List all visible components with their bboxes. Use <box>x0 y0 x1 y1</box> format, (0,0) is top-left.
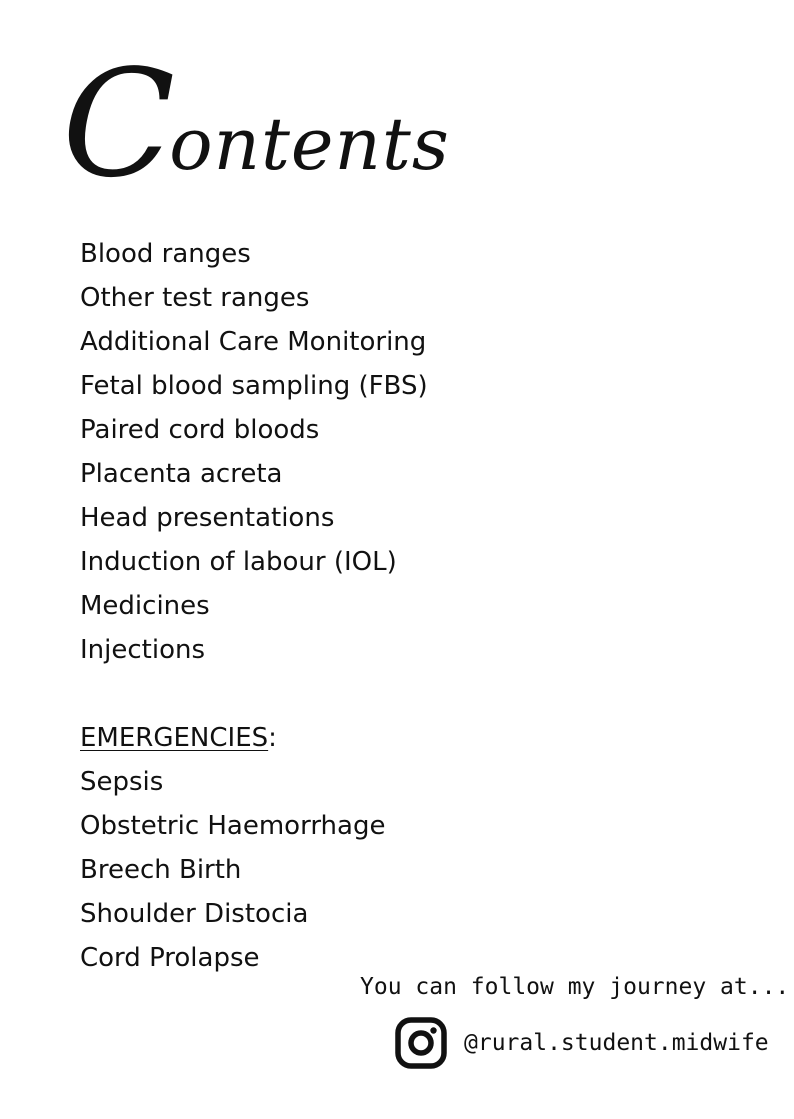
emergencies-item-breech-birth: Breech Birth <box>80 855 242 885</box>
page-title <box>62 38 450 210</box>
emergencies-heading-text: EMERGENCIES <box>80 723 269 753</box>
page-title-rest: ontents <box>169 102 450 186</box>
contents-item-medicines: Medicines <box>80 591 210 621</box>
instagram-handle: @rural.student.midwife <box>464 1030 769 1056</box>
emergencies-item-obstetric-haemorrhage: Obstetric Haemorrhage <box>80 811 386 841</box>
contents-item-head-presentations: Head presentations <box>80 503 335 533</box>
contents-item-fetal-blood-sampling: Fetal blood sampling (FBS) <box>80 371 428 401</box>
contents-list <box>80 232 428 672</box>
contents-item-placenta-acreta: Placenta acreta <box>80 459 283 489</box>
emergencies-list <box>80 760 385 980</box>
contents-item-paired-cord-bloods: Paired cord bloods <box>80 415 320 445</box>
contents-item-other-test-ranges: Other test ranges <box>80 283 310 313</box>
emergencies-heading <box>80 716 277 760</box>
emergencies-item-sepsis: Sepsis <box>80 767 164 797</box>
follow-journey-text: You can follow my journey at... <box>360 974 790 1000</box>
instagram-handle-row <box>394 1016 769 1070</box>
emergencies-item-shoulder-distocia: Shoulder Distocia <box>80 899 309 929</box>
instagram-icon <box>394 1016 448 1070</box>
emergencies-heading-colon: : <box>268 723 277 753</box>
page-title-initial: C <box>62 38 170 210</box>
emergencies-item-cord-prolapse: Cord Prolapse <box>80 943 260 973</box>
contents-item-blood-ranges: Blood ranges <box>80 239 251 269</box>
contents-item-additional-care-monitoring: Additional Care Monitoring <box>80 327 427 357</box>
contents-item-injections: Injections <box>80 635 206 665</box>
contents-item-induction-of-labour: Induction of labour (IOL) <box>80 547 397 577</box>
